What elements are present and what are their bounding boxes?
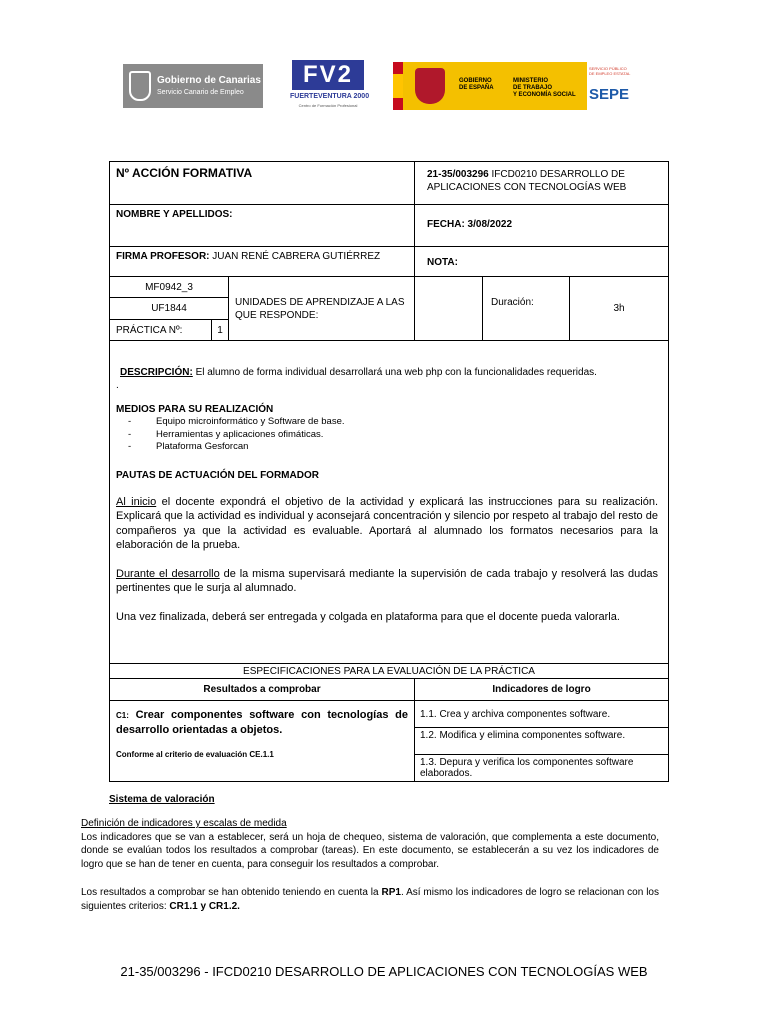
uf-code: UF1844 bbox=[151, 303, 187, 314]
firma-value: JUAN RENÉ CABRERA GUTIÉRREZ bbox=[209, 251, 381, 262]
sepe-small-text: SERVICIO PÚBLICO DE EMPLEO ESTATAL bbox=[589, 66, 631, 76]
practica-label: PRÁCTICA Nº: bbox=[116, 324, 183, 336]
list-item: - Herramientas y aplicaciones ofimáticas. bbox=[156, 429, 658, 442]
indicator-cell bbox=[415, 755, 669, 782]
gobierno-espana-logo bbox=[393, 62, 587, 110]
mf-cell bbox=[110, 277, 229, 298]
medios-list bbox=[116, 416, 658, 454]
firma-label: FIRMA PROFESOR: bbox=[116, 251, 210, 262]
pautas-title: PAUTAS DE ACTUACIÓN DEL FORMADOR bbox=[116, 469, 319, 481]
pautas-paragraph-2 bbox=[116, 567, 658, 596]
nombre-cell bbox=[110, 205, 415, 247]
accion-code: 21-35/003296 bbox=[427, 169, 489, 180]
spain-flag-icon bbox=[393, 62, 403, 110]
accion-label: Nº ACCIÓN FORMATIVA bbox=[116, 166, 253, 180]
p1-text: el docente expondrá el objetivo de la actividad y explicará las instrucciones para su realización. Explicará que la actividad es individual y aconsejará concentración y silencio por respeto al trabajo del resto de compañeros ya que la actividad es evaluable. Aportará al alumnado los formatos necesarios para la elaboración de la prueba. bbox=[116, 495, 659, 552]
mf-code: MF0942_3 bbox=[145, 281, 193, 293]
indicator-3: 1.3. Depura y verifica los componentes software elaborados. bbox=[420, 757, 634, 779]
eval-title: ESPECIFICACIONES PARA LA EVALUACIÓN DE LA PRÁCTICA bbox=[243, 666, 535, 677]
res-text-1: Los resultados a comprobar se han obtenido teniendo en cuenta la bbox=[81, 887, 382, 898]
gob-logo-line2: MINISTERIO DE TRABAJO Y ECONOMÍA SOCIAL bbox=[513, 78, 576, 98]
duracion-value: 3h bbox=[613, 303, 625, 314]
resultados-paragraph bbox=[81, 886, 659, 913]
nota-label: NOTA: bbox=[427, 257, 458, 268]
definicion-title: Definición de indicadores y escalas de medida bbox=[81, 818, 287, 829]
sistema-label: Sistema de valoración bbox=[109, 794, 215, 805]
practica-label-cell bbox=[110, 320, 212, 341]
fv-logo-line1: FUERTEVENTURA 2000 bbox=[290, 93, 370, 100]
fv-mark: FV2 bbox=[292, 60, 364, 90]
firma-cell bbox=[110, 247, 415, 277]
p2-text: de la misma supervisará mediante la supervisión de cada trabajo y resolverá las dudas pertinentes que le surja al alumnado. bbox=[116, 567, 658, 595]
evaluation-form-table bbox=[109, 161, 669, 782]
accion-value-cell bbox=[415, 162, 669, 205]
col-header-resultados-label: Resultados a comprobar bbox=[203, 684, 321, 695]
c1-text: Crear componentes software con tecnologías de desarrollo orientadas a objetos. bbox=[116, 709, 408, 736]
duracion-value-cell bbox=[570, 277, 669, 341]
shield-icon bbox=[129, 71, 151, 101]
unidades-cell bbox=[229, 277, 415, 341]
criterio-text: Conforme al criterio de evaluación CE.1.1 bbox=[116, 750, 274, 759]
definicion-section bbox=[81, 817, 659, 871]
practica-num-cell bbox=[212, 320, 229, 341]
col-header-indicadores bbox=[415, 679, 669, 701]
indicator-2: 1.2. Modifica y elimina componentes software. bbox=[420, 730, 626, 741]
sepe-logo bbox=[587, 62, 635, 110]
nombre-label: NOMBRE Y APELLIDOS: bbox=[116, 209, 233, 220]
fv-logo-line2: Centro de Formación Profesional bbox=[298, 103, 358, 108]
col-header-resultados bbox=[110, 679, 415, 701]
indicator-cell bbox=[415, 701, 669, 728]
sistema-heading bbox=[109, 793, 687, 807]
pautas-paragraph-3: Una vez finalizada, deberá ser entregada y colgada en plataforma para que el docente pueda valorarla. bbox=[116, 611, 620, 624]
gob-logo-line1: GOBIERNO DE ESPAÑA bbox=[459, 78, 494, 91]
header-logos bbox=[0, 60, 768, 112]
fuerteventura-2000-logo bbox=[290, 60, 370, 112]
accion-label-cell bbox=[110, 162, 415, 205]
descripcion-dot: . bbox=[116, 380, 119, 391]
fecha-cell bbox=[415, 205, 669, 247]
list-item: - Equipo microinformático y Software de base. bbox=[156, 416, 658, 429]
definicion-text: Los indicadores que se van a establecer, será un hoja de chequeo, sistema de valoración, que complementa a este documento, donde se evalúan todos los resultados a comprobar (tareas). En este documento, se establecerán a su vez los indicadores de logro que se han de tener en cuenta, para conseguir los resultados a comprobar. bbox=[81, 831, 659, 870]
eval-title-cell bbox=[110, 664, 669, 679]
unidades-value-cell bbox=[415, 277, 483, 341]
gc-logo-line2: Servicio Canario de Empleo bbox=[157, 89, 244, 96]
gobierno-canarias-logo bbox=[123, 64, 263, 108]
coat-of-arms-icon bbox=[415, 68, 445, 104]
nota-cell bbox=[415, 247, 669, 277]
descripcion-label: DESCRIPCIÓN: bbox=[120, 367, 193, 378]
p1-lead: Al inicio bbox=[116, 495, 157, 508]
pautas-paragraph-1 bbox=[116, 495, 658, 553]
practica-num: 1 bbox=[217, 324, 223, 336]
duracion-label: Duración: bbox=[491, 297, 534, 308]
c1-code: C1: bbox=[116, 711, 129, 720]
indicator-cell bbox=[415, 728, 669, 755]
uf-cell bbox=[110, 298, 229, 320]
p2-lead: Durante el desarrollo bbox=[116, 567, 220, 580]
medios-title: MEDIOS PARA SU REALIZACIÓN bbox=[116, 404, 274, 415]
description-cell bbox=[110, 341, 669, 664]
res-cr: CR1.1 y CR1.2. bbox=[169, 900, 240, 912]
page-footer: 21-35/003296 - IFCD0210 DESARROLLO DE APLICACIONES CON TECNOLOGÍAS WEB bbox=[120, 964, 648, 979]
resultados-cell bbox=[110, 701, 415, 782]
fecha-label: FECHA: 3/08/2022 bbox=[427, 219, 513, 230]
res-text-2: . Así mismo los indicadores de logro se relacionan con los siguientes criterios: bbox=[81, 887, 659, 912]
list-item: - Plataforma Gesforcan bbox=[156, 441, 658, 454]
sepe-name: SEPE bbox=[589, 86, 630, 103]
duracion-label-cell bbox=[483, 277, 570, 341]
gc-logo-line1: Gobierno de Canarias bbox=[157, 75, 261, 86]
descripcion-text: El alumno de forma individual desarrollará una web php con la funcionalidades requeridas. bbox=[192, 367, 597, 378]
unidades-label: UNIDADES DE APRENDIZAJE A LAS QUE RESPONDE: bbox=[235, 296, 405, 321]
indicator-1: 1.1. Crea y archiva componentes software. bbox=[420, 708, 611, 720]
res-rp: RP1 bbox=[381, 887, 401, 898]
accion-name: IFCD0210 DESARROLLO DE APLICACIONES CON TECNOLOGÍAS WEB bbox=[427, 169, 627, 193]
col-header-indicadores-label: Indicadores de logro bbox=[492, 684, 591, 695]
